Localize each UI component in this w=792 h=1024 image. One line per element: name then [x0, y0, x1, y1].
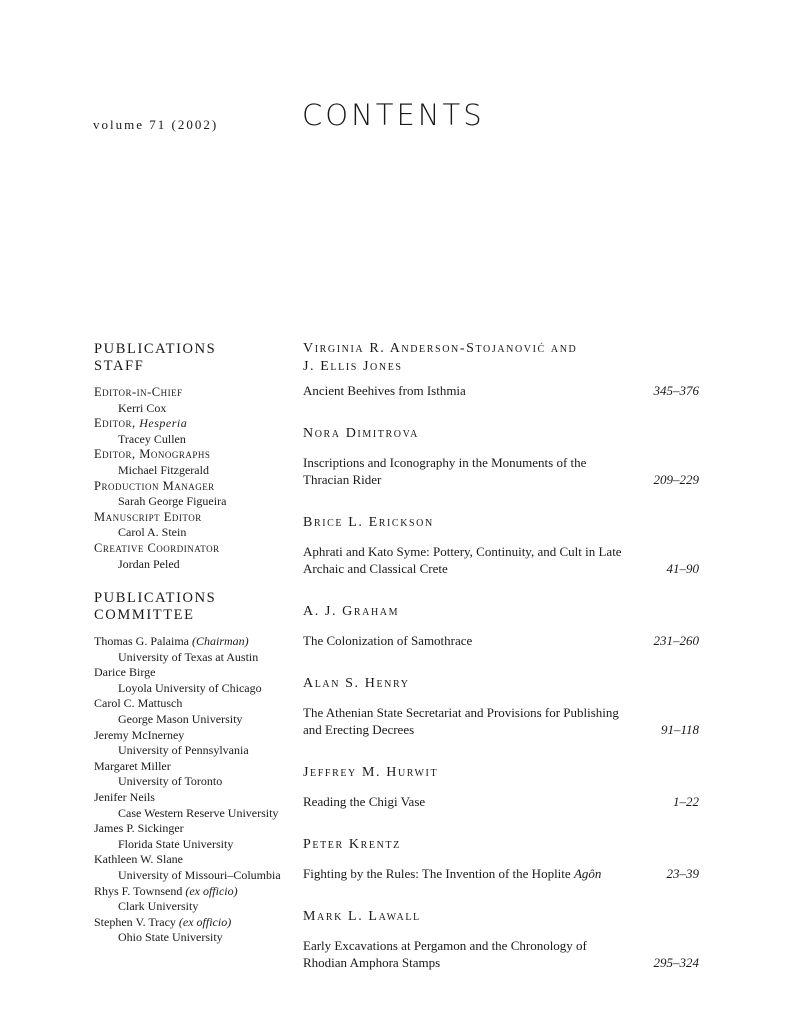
staff-role: Editor, Monographs [94, 447, 211, 462]
staff-role: Editor, Hesperia [94, 416, 188, 431]
staff-role: Creative Coordinator [94, 540, 220, 555]
article-title: Aphrati and Kato Syme: Pottery, Continuity, and Cult in Late Archaic and Classical Crete [303, 544, 622, 576]
staff-entry [94, 479, 284, 510]
article-pages: 23–39 [666, 866, 699, 881]
article-author: Nora Dimitrova [303, 426, 419, 441]
committee-member: Darice Birge Loyola University of Chicago [94, 665, 314, 696]
article-entry [303, 340, 699, 399]
committee-member: Jenifer Neils Case Western Reserve University [94, 790, 314, 821]
article-title: Ancient Beehives from Isthmia [303, 383, 466, 398]
staff-entry [94, 447, 284, 478]
member-affiliation: George Mason University [118, 711, 243, 726]
staff-heading: PUBLICATIONS STAFF [94, 341, 217, 374]
article-author: Brice L. Erickson [303, 515, 434, 530]
article-pages: 295–324 [653, 955, 699, 970]
article-entry [303, 764, 699, 810]
staff-entry [94, 416, 284, 447]
publications-committee [94, 590, 314, 946]
staff-role: Production Manager [94, 478, 215, 493]
article-author: Peter Krentz [303, 837, 401, 852]
article-entry [303, 675, 699, 738]
article-entry [303, 603, 699, 649]
committee-member: Stephen V. Tracy (ex officio) Ohio State University [94, 915, 314, 946]
staff-person: Michael Fitzgerald [118, 462, 209, 477]
article-pages: 345–376 [653, 383, 699, 398]
article-author: A. J. Graham [303, 604, 400, 619]
page-title: CONTENTS [302, 98, 485, 132]
article-pages: 91–118 [660, 722, 699, 737]
article-title: Reading the Chigi Vase [303, 794, 426, 809]
staff-list [94, 385, 284, 572]
article-author: Alan S. Henry [303, 676, 410, 691]
article-entry [303, 425, 699, 488]
article-title: Inscriptions and Iconography in the Monuments of the Thracian Rider [303, 455, 587, 487]
article-pages: 1–22 [673, 794, 699, 809]
volume-label: volume 71 (2002) [93, 117, 219, 132]
member-affiliation: Loyola University of Chicago [118, 680, 262, 695]
article-list [303, 340, 699, 971]
staff-role: Editor-in-Chief [94, 385, 183, 399]
article-entry [303, 514, 699, 577]
staff-person: Sarah George Figueira [118, 494, 227, 509]
article-entry [303, 836, 699, 882]
article-title: The Athenian State Secretariat and Provisions for Publishing and Erecting Decrees [303, 705, 619, 737]
article-pages: 231–260 [653, 633, 699, 648]
member-affiliation: Case Western Reserve University [118, 805, 279, 820]
committee-member: Margaret Miller University of Toronto [94, 759, 314, 790]
member-affiliation: University of Toronto [118, 774, 223, 789]
committee-list [94, 634, 314, 946]
staff-person: Carol A. Stein [118, 525, 187, 540]
article-pages: 41–90 [666, 561, 699, 576]
staff-person: Kerri Cox [118, 400, 167, 415]
member-affiliation: Florida State University [118, 836, 234, 851]
committee-member: Thomas G. Palaima (Chairman) University of Texas at Austin [94, 634, 314, 665]
article-title: Early Excavations at Pergamon and the Chronology of Rhodian Amphora Stamps [303, 938, 587, 970]
staff-role: Manuscript Editor [94, 509, 202, 524]
member-affiliation: Ohio State University [118, 930, 223, 945]
article-pages: 209–229 [653, 472, 699, 487]
article-title: The Colonization of Samothrace [303, 633, 473, 648]
staff-entry [94, 385, 284, 416]
article-entry [303, 908, 699, 971]
member-affiliation: University of Texas at Austin [118, 649, 259, 664]
article-title: Fighting by the Rules: The Invention of the Hoplite Agôn [303, 866, 602, 881]
committee-member: James P. Sickinger Florida State University [94, 821, 314, 852]
committee-member: Rhys F. Townsend (ex officio) Clark University [94, 884, 314, 915]
committee-member: Kathleen W. Slane University of Missouri–Columbia [94, 852, 314, 883]
member-affiliation: University of Missouri–Columbia [118, 867, 281, 882]
staff-entry [94, 510, 284, 541]
article-author: Virginia R. Anderson-Stojanović and J. Ellis Jones [303, 341, 578, 374]
member-affiliation: University of Pennsylvania [118, 743, 249, 758]
committee-heading: PUBLICATIONS COMMITTEE [94, 590, 217, 623]
member-affiliation: Clark University [118, 899, 199, 914]
article-author: Jeffrey M. Hurwit [303, 765, 439, 780]
staff-entry [94, 541, 284, 572]
staff-person: Tracey Cullen [118, 431, 186, 446]
publications-staff [94, 341, 284, 572]
committee-member: Carol C. Mattusch George Mason University [94, 696, 314, 727]
staff-person: Jordan Peled [118, 556, 180, 571]
committee-member: Jeremy McInerney University of Pennsylvania [94, 728, 314, 759]
article-author: Mark L. Lawall [303, 909, 421, 924]
